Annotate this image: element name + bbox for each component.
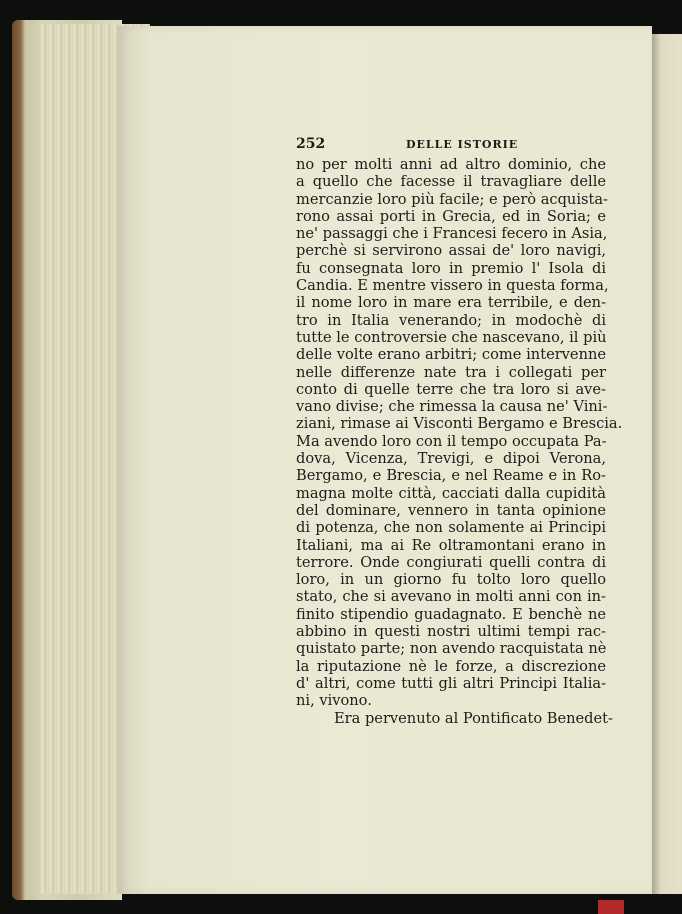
next-page-edge (652, 34, 682, 894)
page-header (296, 136, 626, 158)
text-line: finito stipendio guadagnato. E benchè ne (296, 605, 606, 623)
text-line: mercanzie loro più facile; e però acquista- (296, 190, 608, 208)
text-line: fu consegnata loro in premio l' Isola di (296, 259, 606, 277)
text-line: Italiani, ma ai Re oltramontani erano in (296, 536, 606, 554)
text-line: abbino in questi nostri ultimi tempi rac- (296, 623, 606, 641)
ribbon-marker (598, 900, 624, 914)
text-line: il nome loro in mare era terribile, e den- (296, 294, 606, 312)
text-line: rono assai porti in Grecia, ed in Soria; e (296, 207, 606, 225)
body-text (296, 156, 623, 727)
text-line: d' altri, come tutti gli altri Principi Italia- (296, 674, 606, 692)
text-line: Bergamo, e Brescia, e nel Reame e in Ro- (296, 467, 606, 485)
text-line: magna molte città, cacciati dalla cupidità (296, 484, 606, 502)
text-line: Ma avendo loro con il tempo occupata Pa- (296, 432, 607, 450)
text-line: nelle differenze nate tra i collegati per (296, 363, 606, 381)
text-line: tutte le controversie che nascevano, il più (296, 328, 607, 346)
text-line: quistato parte; non avendo racquistata nè (296, 640, 607, 658)
text-line: stato, che si avevano in molti anni con in- (296, 588, 606, 606)
text-line: Era pervenuto al Pontificato Benedet- (334, 709, 613, 727)
text-line: perchè si servirono assai de' loro navigi, (296, 242, 606, 260)
text-line: dova, Vicenza, Trevigi, e dipoi Verona, (296, 450, 606, 468)
text-line: no per molti anni ad altro dominio, che (296, 156, 606, 173)
text-line: Candia. E mentre vissero in questa forma, (296, 277, 609, 295)
text-line: del dominare, vennero in tanta opinione (296, 501, 606, 519)
text-line: terrore. Onde congiurati quelli contra di (296, 553, 606, 571)
text-line: tro in Italia venerando; in modochè di (296, 311, 606, 329)
page-number: 252 (296, 136, 326, 152)
text-line: ni, vivono. (296, 692, 372, 710)
text-line: loro, in un giorno fu tolto loro quello (296, 571, 606, 589)
text-line: di potenza, che non solamente ai Principi (296, 519, 606, 537)
text-line: la riputazione nè le forze, a discrezione (296, 657, 606, 675)
text-line: delle volte erano arbitri; come intervenne (296, 346, 606, 364)
running-title: DELLE ISTORIE (406, 138, 519, 151)
text-line: ne' passaggi che i Francesi fecero in Asia, (296, 225, 608, 243)
text-line: ziani, rimase ai Visconti Bergamo e Brescia. (296, 415, 623, 433)
text-line: a quello che facesse il travagliare delle (296, 173, 606, 191)
text-line: conto di quelle terre che tra loro si ave- (296, 380, 606, 398)
text-line: vano divise; che rimessa la causa ne' Vini- (296, 398, 608, 416)
